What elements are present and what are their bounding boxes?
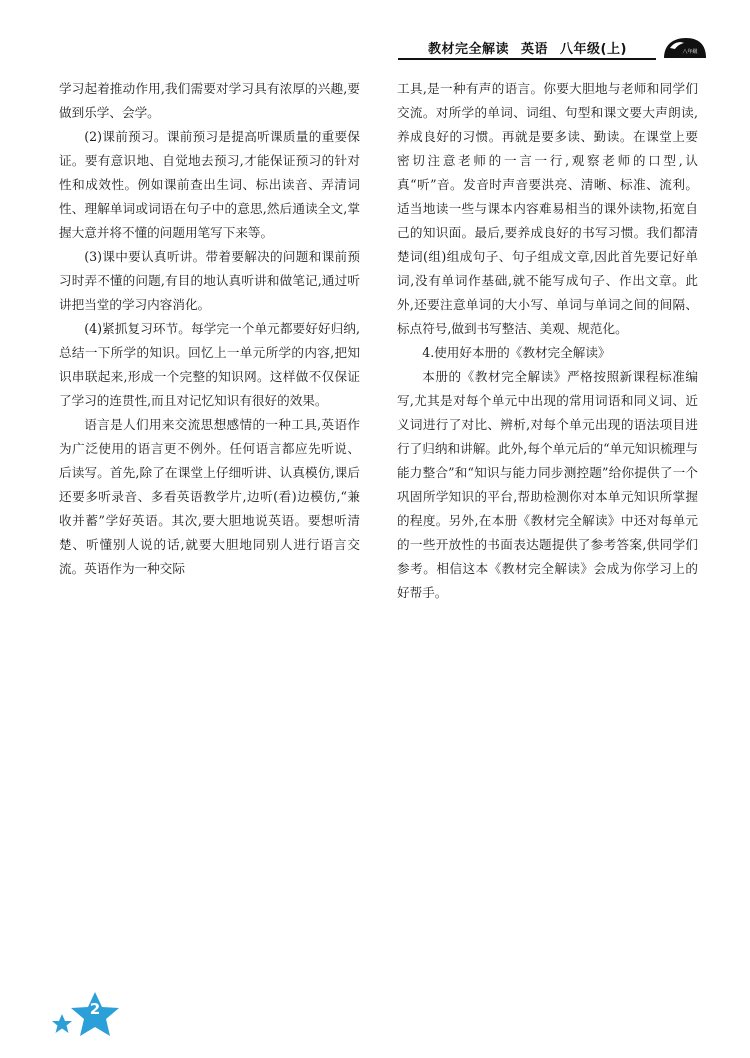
book-brand-logo-icon xyxy=(660,36,710,60)
paragraph-speaking-continued: 工具,是一种有声的语言。你要大胆地与老师和同学们交流。对所学的单词、词组、句型和课文要大声朗读,养成良好的习惯。再就是要多读、勤读。在课堂上要密切注意老师的一言一行,观察老师的口型,认真“听”音。发音时声音要洪亮、清晰、标准、流利。适当地读一些与课本内容难易相当的课外读物,拓宽自己的知识面。最后,要养成良好的书写习惯。我们都清楚词(组)组成句子、句子组成文章,因此首先要记好单词,没有单词作基础,就不能写成句子、作出文章。此外,还要注意单词的大小写、单词与单词之间的间隔、标点符号,做到书写整洁、美观、规范化。 xyxy=(397,81,698,336)
section-heading-use-book: 4.使用好本册的《教材完全解读》 xyxy=(422,345,611,360)
header-grade: 八年级(上) xyxy=(560,42,627,57)
paragraph-book-intro: 本册的《教材完全解读》严格按照新课程标准编写,尤其是对每个单元中出现的常用词语和同义词、近义词进行了对比、辨析,对每个单元出现的语法项目进行了归纳和讲解。此外,每个单元后的“单元知识梳理与能力整合”和“知识与能力同步测控题”给你提供了一个巩固所学知识的平台,帮助检测你对本单元知识所掌握的程度。另外,在本册《教材完全解读》中还对每单元的一些开放性的书面表达题提供了参考答案,供同学们参考。相信这本《教材完全解读》会成为你学习上的好帮手。 xyxy=(397,369,698,600)
paragraph-review: (4)紧抓复习环节。每学完一个单元都要好好归纳,总结一下所学的知识。回忆上一单元所学的内容,把知识串联起来,形成一个完整的知识网。这样做不仅保证了学习的连贯性,而且对记忆知识有很好的效果。 xyxy=(59,321,360,408)
right-column xyxy=(397,77,698,605)
left-column xyxy=(59,77,360,581)
header-subject: 英语 xyxy=(521,42,549,57)
paragraph-language-tool: 语言是人们用来交流思想感情的一种工具,英语作为广泛使用的语言更不例外。任何语言都应先听说、后读写。首先,除了在课堂上仔细听讲、认真模仿,课后还要多听录音、多看英语教学片,边听(看)边模仿,“兼收并蓄”学好英语。其次,要大胆地说英语。要想听清楚、听懂别人说的话,就要大胆地同别人进行语言交流。英语作为一种交际 xyxy=(59,417,360,576)
logo-text: 八年级 xyxy=(682,49,698,55)
page-number: 2 xyxy=(89,1000,101,1018)
paragraph-listen-in-class: (3)课中要认真听讲。带着要解决的问题和课前预习时弄不懂的问题,有目的地认真听讲和做笔记,通过听讲把当堂的学习内容消化。 xyxy=(59,249,360,312)
header-rule xyxy=(398,58,656,60)
paragraph-continued: 学习起着推动作用,我们需要对学习具有浓厚的兴趣,要做到乐学、会学。 xyxy=(59,81,360,120)
header-title xyxy=(428,38,639,57)
paragraph-preview: (2)课前预习。课前预习是提高听课质量的重要保证。要有意识地、自觉地去预习,才能保证预习的针对性和成效性。例如课前查出生词、标出读音、弄清词性、理解单词或词语在句子中的意思,然后通读全文,掌握大意并将不懂的问题用笔写下来等。 xyxy=(59,129,360,240)
small-star-icon xyxy=(52,1014,72,1033)
header-book-title: 教材完全解读 xyxy=(428,42,510,57)
running-header xyxy=(398,28,710,60)
